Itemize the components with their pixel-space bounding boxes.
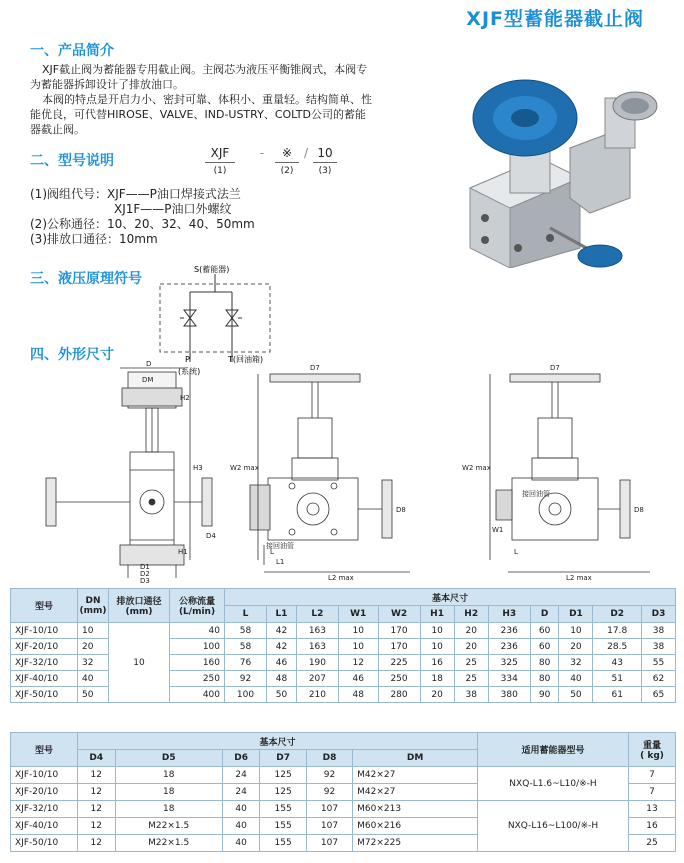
- intro-line: 能优良，可代替HIROSE、VALVE、IND-USTRY、COLTD公司的蓄能: [30, 108, 366, 121]
- table-cell: 12: [78, 835, 116, 852]
- col-header-dim: D2: [593, 606, 642, 623]
- col-header-model: 型号: [11, 589, 78, 623]
- table-cell: 92: [225, 671, 267, 687]
- model-code-num2: (2): [280, 166, 294, 176]
- table-cell: 46: [266, 655, 296, 671]
- dim-label: W2 max: [230, 464, 259, 472]
- table-cell: 12: [338, 655, 378, 671]
- col-header-dim: L1: [266, 606, 296, 623]
- dim-label: D3: [140, 577, 150, 585]
- table-cell: XJF-40/10: [11, 818, 78, 835]
- model-code-part2: ※: [281, 146, 293, 160]
- col-header-dim: D4: [78, 750, 116, 767]
- table-cell: 100: [170, 639, 225, 655]
- col-header-dim: H3: [488, 606, 530, 623]
- table-cell: 280: [378, 687, 420, 703]
- table-cell: M72×225: [353, 835, 478, 852]
- table-cell: 163: [296, 623, 338, 639]
- table-cell: 20: [454, 623, 488, 639]
- table-cell: 107: [306, 801, 352, 818]
- col-header-dim: W2: [378, 606, 420, 623]
- table-cell: 20: [559, 639, 593, 655]
- table-cell: 207: [296, 671, 338, 687]
- table-cell: 28.5: [593, 639, 642, 655]
- col-header-dim: D3: [641, 606, 675, 623]
- col-header-basic: 基本尺寸: [78, 733, 478, 750]
- col-header-dim: W1: [338, 606, 378, 623]
- table-cell: XJF-20/10: [11, 784, 78, 801]
- dim-label: 接回油管: [266, 542, 294, 550]
- table-cell: 40: [78, 671, 109, 687]
- table-cell: 46: [338, 671, 378, 687]
- intro-line: 为蓄能器拆卸设计了排放油口。: [30, 78, 184, 91]
- model-code-num3: (3): [318, 166, 332, 176]
- table-cell: 38: [641, 639, 675, 655]
- table-cell: 40: [222, 835, 260, 852]
- table-cell: 40: [559, 671, 593, 687]
- table-cell: 100: [225, 687, 267, 703]
- table-cell: 10: [559, 623, 593, 639]
- table-cell: 10: [420, 639, 454, 655]
- table-cell: 10: [78, 623, 109, 639]
- table-cell: XJF-10/10: [11, 623, 78, 639]
- table-cell: 17.8: [593, 623, 642, 639]
- table-cell: 163: [296, 639, 338, 655]
- table-cell: 92: [306, 767, 352, 784]
- table-cell: M22×1.5: [115, 818, 222, 835]
- table-cell: M22×1.5: [115, 835, 222, 852]
- table-cell: XJF-20/10: [11, 639, 78, 655]
- table-cell: 12: [78, 767, 116, 784]
- table-cell: 38: [641, 623, 675, 639]
- table-cell: XJF-50/10: [11, 835, 78, 852]
- section-symbol-heading: 三、液压原理符号: [30, 271, 142, 287]
- table-cell: XJF-40/10: [11, 671, 78, 687]
- col-header-dim: H2: [454, 606, 488, 623]
- table-cell: 250: [378, 671, 420, 687]
- table-cell: M60×216: [353, 818, 478, 835]
- dim-label: L2 max: [328, 574, 354, 582]
- table-row: [11, 767, 676, 784]
- table-cell: XJF-32/10: [11, 801, 78, 818]
- dim-label: W2 max: [462, 464, 491, 472]
- table-cell: 400: [170, 687, 225, 703]
- table-cell: 62: [641, 671, 675, 687]
- model-code-dash: -: [259, 146, 265, 160]
- table-cell: NXQ-L1.6~L10/※-H: [478, 767, 629, 801]
- table-cell: 250: [170, 671, 225, 687]
- table-cell: 18: [115, 801, 222, 818]
- table-cell: 50: [559, 687, 593, 703]
- dim-label: L: [514, 548, 518, 556]
- dim-label: L2 max: [566, 574, 592, 582]
- table-cell: 20: [78, 639, 109, 655]
- dim-label: L: [270, 548, 274, 556]
- model-desc-line: (3)排放口通径：10mm: [30, 232, 158, 246]
- intro-line: 器截止阀。: [30, 123, 85, 136]
- table-cell: 160: [170, 655, 225, 671]
- table-cell: 13: [629, 801, 676, 818]
- col-header-dn: DN (mm): [78, 589, 109, 623]
- table-cell: 40: [170, 623, 225, 639]
- table-cell: 190: [296, 655, 338, 671]
- table-cell: 42: [266, 623, 296, 639]
- intro-line: XJF截止阀为蓄能器专用截止阀。主阀芯为液压平衡锥阀式，本阀专: [42, 63, 368, 76]
- col-header-accumulator: 适用蓄能器型号: [478, 733, 629, 767]
- col-header-basic: 基本尺寸: [225, 589, 676, 606]
- table-cell: 18: [115, 767, 222, 784]
- dim-label: D8: [396, 506, 406, 514]
- table-cell: 325: [488, 655, 530, 671]
- dim-label: D1: [140, 563, 150, 571]
- table-cell: 10: [420, 623, 454, 639]
- table-cell: 25: [454, 671, 488, 687]
- table-cell: 42: [266, 639, 296, 655]
- table-cell: 24: [222, 784, 260, 801]
- table-cell: 16: [629, 818, 676, 835]
- table-cell: 10: [338, 623, 378, 639]
- table-cell: 12: [78, 784, 116, 801]
- intro-text: [30, 62, 450, 137]
- table-cell: 170: [378, 639, 420, 655]
- col-header-drain: 排放口通径 (mm): [109, 589, 170, 623]
- col-header-dim: D8: [306, 750, 352, 767]
- table-cell: M42×27: [353, 784, 478, 801]
- table-cell: 380: [488, 687, 530, 703]
- col-header-dim: L2: [296, 606, 338, 623]
- table-cell: 125: [260, 784, 306, 801]
- dim-label: 接回油管: [522, 490, 550, 498]
- table-cell: 48: [338, 687, 378, 703]
- table-cell: 7: [629, 767, 676, 784]
- dim-label: H3: [193, 464, 203, 472]
- col-header-dim: D6: [222, 750, 260, 767]
- col-header-dim: D5: [115, 750, 222, 767]
- model-code-slash: /: [303, 146, 309, 160]
- model-desc-line: (2)公称通径：10、20、32、40、50mm: [30, 217, 255, 231]
- table-cell: 48: [266, 671, 296, 687]
- model-desc-line: XJ1F——P油口外螺纹: [114, 202, 232, 216]
- table-cell: 107: [306, 818, 352, 835]
- spec-table-2: [10, 732, 676, 852]
- model-description: [30, 187, 255, 247]
- table-cell: 65: [641, 687, 675, 703]
- dim-label: W1: [492, 526, 504, 534]
- table-cell: 107: [306, 835, 352, 852]
- drain-knob-icon: [578, 245, 622, 267]
- col-header-dim: D1: [559, 606, 593, 623]
- dim-label: D7: [310, 364, 320, 372]
- page-title: XJF型蓄能器截止阀: [466, 8, 644, 30]
- dim-label: DM: [142, 376, 154, 384]
- symbol-label-s: S(蓄能器): [194, 265, 230, 274]
- col-header-flow: 公称流量 (L/min): [170, 589, 225, 623]
- table-cell: 61: [593, 687, 642, 703]
- table-cell: 92: [306, 784, 352, 801]
- table-cell: 90: [530, 687, 559, 703]
- col-header-model: 型号: [11, 733, 78, 767]
- product-photo: [430, 78, 680, 268]
- table-row: [11, 801, 676, 818]
- table-cell: 12: [78, 818, 116, 835]
- section-model-heading: 二、型号说明: [30, 153, 114, 169]
- table-cell: XJF-32/10: [11, 655, 78, 671]
- table-cell: 58: [225, 623, 267, 639]
- model-code-part1: XJF: [210, 146, 230, 160]
- table-cell: 225: [378, 655, 420, 671]
- col-header-dim: DM: [353, 750, 478, 767]
- table-cell: 12: [78, 801, 116, 818]
- dimension-drawings: [30, 360, 680, 585]
- dim-label: D4: [206, 532, 216, 540]
- table-cell: 155: [260, 801, 306, 818]
- table-row: [11, 623, 676, 639]
- symbol-label-p: P: [185, 355, 190, 364]
- dim-label: H1: [178, 548, 188, 556]
- col-header-dim: H1: [420, 606, 454, 623]
- table-cell: 40: [222, 801, 260, 818]
- col-header-dim: L: [225, 606, 267, 623]
- section-dimensions-heading: 四、外形尺寸: [30, 347, 114, 363]
- dim-label: L1: [276, 558, 285, 566]
- table-cell: 334: [488, 671, 530, 687]
- table-cell: M42×27: [353, 767, 478, 784]
- table-cell: 58: [225, 639, 267, 655]
- table-cell: 80: [530, 655, 559, 671]
- table-cell: 51: [593, 671, 642, 687]
- symbol-label-t: T(回油箱): [228, 355, 264, 364]
- table-cell: 236: [488, 639, 530, 655]
- col-header-weight: 重量 ( kg): [629, 733, 676, 767]
- table-cell: 50: [266, 687, 296, 703]
- table-cell: 170: [378, 623, 420, 639]
- table-cell: 10: [338, 639, 378, 655]
- dim-label: D8: [634, 506, 644, 514]
- table-cell: 50: [78, 687, 109, 703]
- table-cell: 43: [593, 655, 642, 671]
- intro-line: 本阀的特点是开启力小、密封可靠、体积小、重量轻。结构简单、性: [42, 93, 372, 106]
- table-cell: 80: [530, 671, 559, 687]
- table-cell: 236: [488, 623, 530, 639]
- table-cell: 155: [260, 818, 306, 835]
- table-cell: NXQ-L16~L100/※-H: [478, 801, 629, 852]
- table-cell: 20: [454, 639, 488, 655]
- col-header-dim: D: [530, 606, 559, 623]
- table-cell: 155: [260, 835, 306, 852]
- table-cell: 20: [420, 687, 454, 703]
- table-cell: 60: [530, 639, 559, 655]
- table-cell: 10: [109, 623, 170, 703]
- table-cell: 210: [296, 687, 338, 703]
- table-cell: M60×213: [353, 801, 478, 818]
- table-cell: XJF-50/10: [11, 687, 78, 703]
- table-cell: 18: [420, 671, 454, 687]
- table-cell: 125: [260, 767, 306, 784]
- table-cell: 40: [222, 818, 260, 835]
- table-cell: 38: [454, 687, 488, 703]
- table-cell: 32: [78, 655, 109, 671]
- model-desc-line: (1)阀组代号：XJF——P油口焊接式法兰: [30, 187, 241, 201]
- dim-label: H2: [180, 394, 190, 402]
- dim-label: D7: [550, 364, 560, 372]
- dim-label: D2: [140, 570, 150, 578]
- section-intro-heading: 一、产品简介: [30, 43, 114, 59]
- table-cell: 24: [222, 767, 260, 784]
- symbol-label-p-sub: (系统): [178, 367, 201, 376]
- table-cell: 16: [420, 655, 454, 671]
- model-code-part3: 10: [317, 146, 333, 160]
- table-cell: 7: [629, 784, 676, 801]
- model-code-num1: (1): [213, 166, 227, 176]
- table-cell: 18: [115, 784, 222, 801]
- table-cell: 55: [641, 655, 675, 671]
- dim-label: D: [146, 360, 152, 368]
- table-cell: 76: [225, 655, 267, 671]
- table-cell: 32: [559, 655, 593, 671]
- col-header-dim: D7: [260, 750, 306, 767]
- table-cell: 60: [530, 623, 559, 639]
- table-cell: 25: [454, 655, 488, 671]
- table-cell: XJF-10/10: [11, 767, 78, 784]
- spec-table-1: [10, 588, 676, 703]
- table-cell: 25: [629, 835, 676, 852]
